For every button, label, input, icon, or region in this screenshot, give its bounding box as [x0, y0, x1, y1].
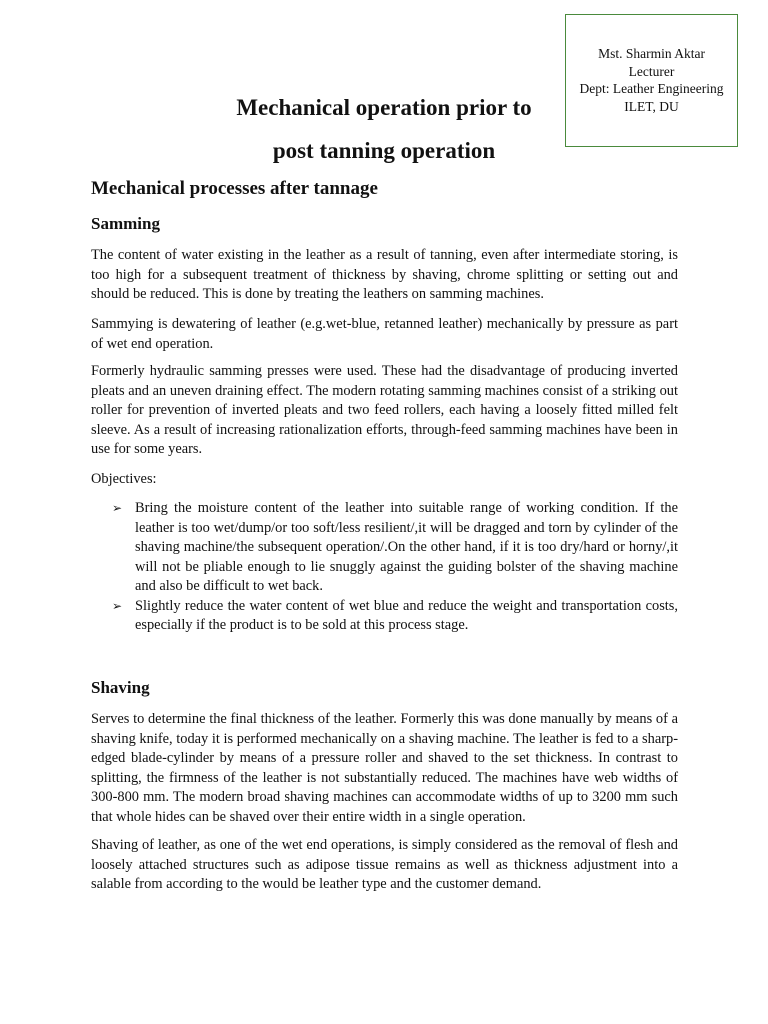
list-item — [91, 499, 678, 597]
samming-paragraph-1: The content of water existing in the leather as a result of tanning, even after intermediate storing, is too high for a subsequent treatment of thickness by shaving, chrome splitting or setting out and should be reduced. This is done by treating the leathers on samming machines. — [91, 247, 678, 302]
samming-heading: Samming — [91, 214, 160, 233]
samming-paragraph-3: Formerly hydraulic samming presses were used. These had the disadvantage of producing inverted pleats and an uneven draining effect. The modern rotating samming machines consist of a striking out roller for prevention of inverted pleats and two feed rollers, each having a loosely fitted milled felt sleeve. As a result of increasing rationalization efforts, through-feed samming machines have been in use for some years. — [91, 363, 678, 457]
author-name: Mst. Sharmin Aktar — [598, 46, 705, 61]
list-item — [91, 597, 678, 636]
author-role: Lecturer — [628, 63, 675, 79]
objectives-list — [91, 499, 678, 636]
author-department: Dept: Leather Engineering — [579, 81, 724, 96]
document-title-line-1: Mechanical operation prior to — [236, 95, 532, 120]
shaving-paragraph-1: Serves to determine the final thickness of the leather. Formerly this was done manually by means of a shaving knife, today it is performed mechanically on a shaving machine. The leather is fed to a sharp-edged blade-cylinder by means of a pressure roller and shaved to the set thickness. In contrast to splitting, the firmness of the leather is not substantially reduced. The machines have web widths of 300-800 mm. The modern broad shaving machines can accommodate widths of up to 3200 mm such that whole hides can be shaved over their entire width in a single operation. — [91, 711, 678, 825]
arrow-bullet-icon: ➢ — [112, 598, 123, 613]
author-institute: ILET, DU — [624, 98, 679, 114]
objective-text: Slightly reduce the water content of wet blue and reduce the weight and transportation costs, especially if the product is to be sold at this process stage. — [135, 597, 678, 633]
shaving-paragraph-2: Shaving of leather, as one of the wet end operations, is simply considered as the removal of flesh and loosely attached structures such as adipose tissue remains as well as thickness adjustment into a salable from according to the would be leather type and the customer demand. — [91, 837, 678, 892]
author-info-box — [565, 14, 738, 147]
arrow-bullet-icon: ➢ — [112, 501, 123, 515]
objective-text: Bring the moisture content of the leather into suitable range of working condition. If the leather is too wet/dump/or too soft/less resilient/,it will be dragged and torn by cylinder of the shaving machine/the subsequent operation/.On the other hand, if it is too dry/hard or horny/,it will not be pliable enough to lie snuggly against the guiding bolster of the shaving machine and also be difficult to wet back. — [135, 500, 678, 594]
samming-paragraph-2: Sammying is dewatering of leather (e.g.wet-blue, retanned leather) mechanically by pressure as part of wet end operation. — [91, 316, 678, 352]
objectives-label: Objectives: — [91, 471, 157, 487]
shaving-heading: Shaving — [91, 678, 150, 697]
section-heading: Mechanical processes after tannage — [91, 178, 378, 199]
document-title-line-2: post tanning operation — [272, 138, 496, 163]
